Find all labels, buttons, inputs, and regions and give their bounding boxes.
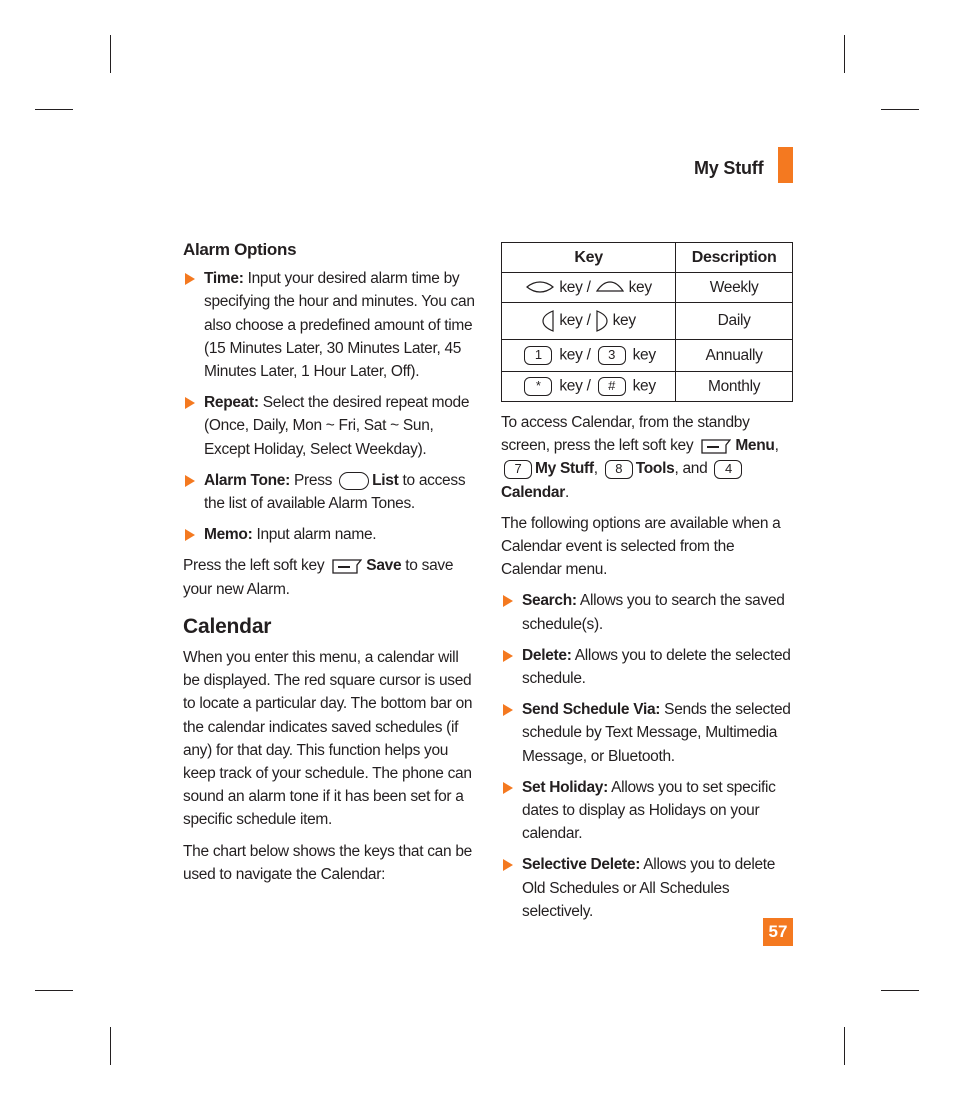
list-item [501, 698, 793, 768]
crop-mark [110, 35, 111, 73]
table-cell: Daily [676, 303, 793, 340]
column-header: Description [676, 243, 793, 273]
key-word: key [559, 312, 583, 330]
key-separator: / [582, 278, 595, 296]
hash-key-icon: # [598, 377, 626, 396]
star-key-icon: * [524, 377, 552, 396]
option-text: Press [289, 471, 337, 489]
option-label: Selective Delete: [522, 856, 641, 874]
table-header-row [502, 243, 793, 273]
table-cell: Weekly [676, 273, 793, 303]
list-item [183, 391, 478, 461]
separator: , [593, 460, 602, 478]
option-text: Sends the selected schedule by Text Message, Multimedia Message, or Bluetooth. [522, 701, 791, 765]
bullet-triangle-icon [503, 859, 513, 871]
table-row [502, 303, 793, 340]
bullet-triangle-icon [503, 782, 513, 794]
list-item [501, 644, 793, 690]
option-text: Input your desired alarm time by specifying the hour and minutes. You can also choose a predefined amount of time (15 Minutes Later, 30 Minutes Later, 45 Minutes Later, 1 Hour Later, Off). [204, 270, 475, 381]
access-pre: To access Calendar, from the standby screen, press the left soft key [501, 414, 750, 455]
option-text: Select the desired repeat mode (Once, Daily, Mon ~ Fri, Sat ~ Sun, Except Holiday, Select Weekday). [204, 394, 470, 458]
key-separator: / [582, 312, 595, 330]
separator: , and [674, 460, 712, 478]
key-word: key [632, 377, 656, 395]
left-column [183, 238, 478, 894]
save-label: Save [366, 557, 402, 575]
option-text: to access the list of available Alarm Tones. [204, 471, 466, 513]
key-separator: / [582, 377, 595, 395]
column-header: Key [502, 243, 676, 273]
list-item [183, 267, 478, 383]
list-item [501, 589, 793, 635]
table-row [502, 273, 793, 303]
save-post: to save your new Alarm. [183, 557, 454, 598]
key-word: key [612, 312, 636, 330]
up-arrow-key-icon [541, 309, 555, 333]
key-word: key [559, 377, 583, 395]
alarm-options-heading: Alarm Options [183, 240, 297, 259]
table-cell [502, 340, 676, 372]
list-item [183, 523, 478, 546]
option-bold: List [372, 471, 399, 489]
separator: , [774, 437, 779, 455]
table-cell: Annually [676, 340, 793, 372]
table-row [502, 340, 793, 372]
ok-key-icon [339, 472, 369, 490]
key-separator: / [582, 346, 595, 364]
save-instruction [183, 554, 478, 600]
page-number: 57 [763, 918, 793, 946]
table-cell: Monthly [676, 372, 793, 402]
option-text: Input alarm name. [252, 526, 377, 544]
bullet-triangle-icon [185, 273, 195, 285]
option-label: Search: [522, 592, 577, 610]
bullet-triangle-icon [503, 595, 513, 607]
bullet-triangle-icon [185, 397, 195, 409]
bullet-triangle-icon [503, 704, 513, 716]
table-cell [502, 303, 676, 340]
crop-mark [881, 109, 919, 110]
number-key-icon: 8 [605, 460, 633, 479]
section-tab [778, 147, 793, 183]
number-key-icon: 7 [504, 460, 532, 479]
option-label: Time: [204, 270, 244, 288]
calendar-heading: Calendar [183, 614, 272, 638]
option-text: Allows you to delete Old Schedules or All Schedules selectively. [522, 856, 776, 920]
left-arrow-key-icon [525, 281, 555, 293]
alarm-options-list [183, 267, 478, 546]
crop-mark [35, 990, 73, 991]
calendar-chart-intro: The chart below shows the keys that can be used to navigate the Calendar: [183, 842, 472, 883]
tools-label: Tools [635, 460, 675, 478]
bullet-triangle-icon [185, 529, 195, 541]
list-item [501, 776, 793, 846]
number-key-icon: 3 [598, 346, 626, 365]
access-instruction [501, 411, 793, 504]
number-key-icon: 4 [714, 460, 742, 479]
separator: . [564, 483, 569, 501]
crop-mark [881, 990, 919, 991]
table-cell [502, 372, 676, 402]
right-column [501, 411, 793, 931]
bullet-triangle-icon [185, 475, 195, 487]
table-row [502, 372, 793, 402]
calendar-keys-table [501, 242, 793, 402]
option-label: Delete: [522, 646, 572, 664]
option-text: Allows you to set specific dates to display as Holidays on your calendar. [522, 778, 776, 843]
option-label: Repeat: [204, 394, 259, 412]
option-text: Allows you to search the saved schedule(s). [522, 592, 785, 633]
menu-label: Menu [735, 437, 775, 455]
list-item [501, 853, 793, 923]
crop-mark [844, 1027, 845, 1065]
section-header: My Stuff [694, 158, 764, 178]
calendar-label: Calendar [501, 483, 565, 501]
calendar-description: When you enter this menu, a calendar will be displayed. The red square cursor is used to locate a particular day. The bottom bar on the calendar indicates saved schedules (if any) for that day. This function helps you keep track of your schedule. The phone can sound an alarm tone if it has been set for a specific schedule item. [183, 649, 473, 829]
save-pre: Press the left soft key [183, 557, 329, 575]
option-label: Send Schedule Via: [522, 701, 661, 719]
key-word: key [632, 346, 656, 364]
left-soft-key-icon [332, 559, 362, 574]
key-word: key [559, 346, 583, 364]
option-text: Allows you to delete the selected schedule. [522, 646, 791, 688]
right-arrow-key-icon [595, 281, 625, 293]
list-item [183, 469, 478, 515]
options-intro: The following options are available when a Calendar event is selected from the Calendar menu. [501, 514, 781, 579]
calendar-options-list [501, 589, 793, 923]
mystuff-label: My Stuff [535, 460, 594, 478]
bullet-triangle-icon [503, 650, 513, 662]
crop-mark [35, 109, 73, 110]
option-label: Alarm Tone: [204, 471, 290, 489]
down-arrow-key-icon [595, 309, 609, 333]
option-label: Memo: [204, 526, 253, 544]
crop-mark [844, 35, 845, 73]
left-soft-key-icon [701, 439, 731, 454]
key-word: key [559, 278, 583, 296]
crop-mark [110, 1027, 111, 1065]
key-word: key [628, 278, 652, 296]
number-key-icon: 1 [524, 346, 552, 365]
option-label: Set Holiday: [522, 778, 608, 796]
table-cell [502, 273, 676, 303]
